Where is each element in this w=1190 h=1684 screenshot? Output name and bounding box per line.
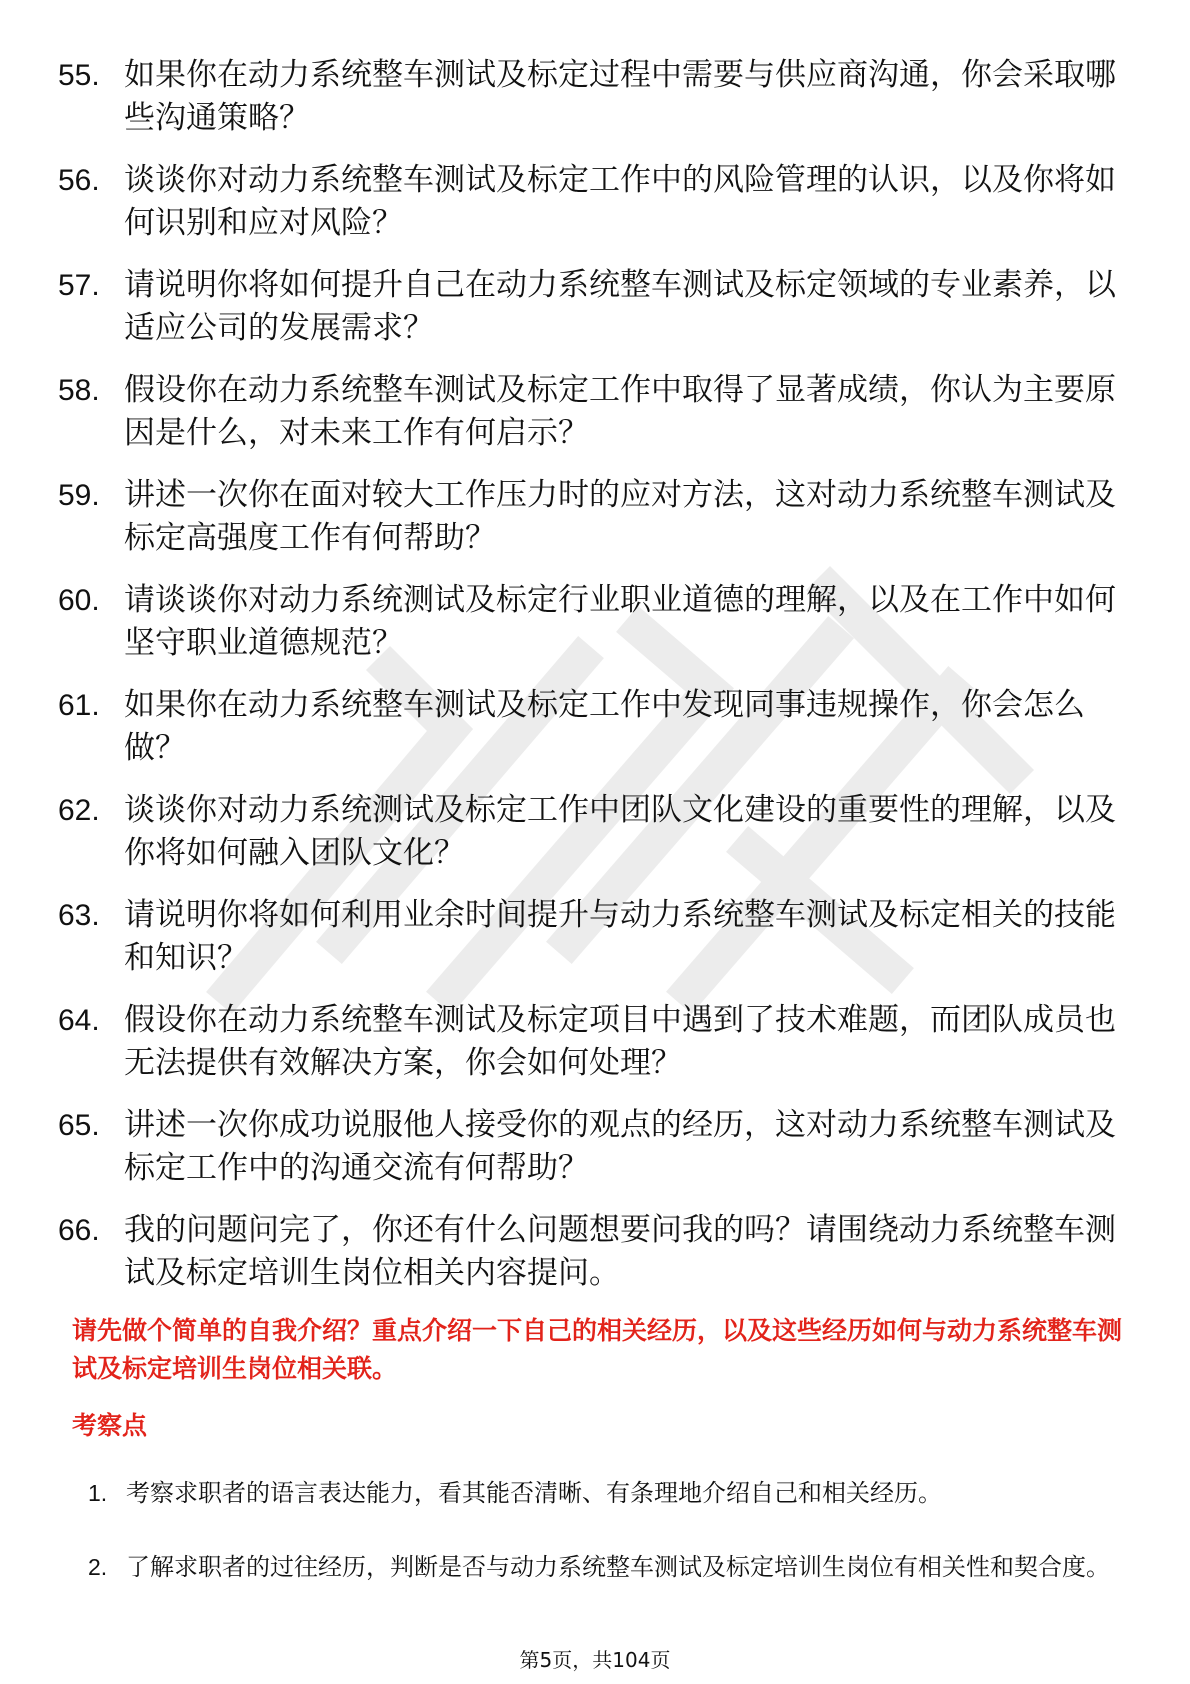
question-number: 66. <box>58 1214 100 1247</box>
question-number: 57. <box>58 269 100 302</box>
question-text: 请谈谈你对动力系统测试及标定行业职业道德的理解，以及在工作中如何坚守职业道德规范？ <box>124 582 1116 661</box>
list-item <box>58 684 1118 770</box>
question-text: 如果你在动力系统整车测试及标定过程中需要与供应商沟通，你会采取哪些沟通策略？ <box>124 57 1116 136</box>
question-number: 60. <box>58 584 100 617</box>
point-text: 了解求职者的过往经历，判断是否与动力系统整车测试及标定培训生岗位有相关性和契合度。 <box>126 1553 1110 1581</box>
question-text: 如果你在动力系统整车测试及标定工作中发现同事违规操作，你会怎么做？ <box>124 687 1085 766</box>
question-number: 63. <box>58 899 100 932</box>
assessment-points-list <box>88 1468 1118 1616</box>
question-number: 62. <box>58 794 100 827</box>
question-number: 55. <box>58 59 100 92</box>
question-number: 64. <box>58 1004 100 1037</box>
question-number: 56. <box>58 164 100 197</box>
question-text: 谈谈你对动力系统测试及标定工作中团队文化建设的重要性的理解，以及你将如何融入团队文化？ <box>124 792 1116 871</box>
list-item <box>58 54 1118 140</box>
highlight-question: 请先做个简单的自我介绍？重点介绍一下自己的相关经历，以及这些经历如何与动力系统整车测试及标定培训生岗位相关联。 <box>72 1316 1123 1383</box>
question-number: 58. <box>58 374 100 407</box>
question-number: 59. <box>58 479 100 512</box>
question-text: 假设你在动力系统整车测试及标定工作中取得了显著成绩，你认为主要原因是什么，对未来工作有何启示？ <box>124 372 1116 451</box>
list-item <box>58 1104 1118 1190</box>
question-text: 谈谈你对动力系统整车测试及标定工作中的风险管理的认识，以及你将如何识别和应对风险？ <box>124 162 1116 241</box>
list-item <box>58 264 1118 350</box>
question-text: 假设你在动力系统整车测试及标定项目中遇到了技术难题，而团队成员也无法提供有效解决方案，你会如何处理？ <box>124 1002 1116 1081</box>
list-item <box>58 369 1118 455</box>
question-number: 61. <box>58 689 100 722</box>
question-text: 讲述一次你成功说服他人接受你的观点的经历，这对动力系统整车测试及标定工作中的沟通交流有何帮助？ <box>124 1107 1116 1186</box>
question-text: 请说明你将如何利用业余时间提升与动力系统整车测试及标定相关的技能和知识？ <box>124 897 1116 976</box>
list-item <box>58 474 1118 560</box>
list-item <box>58 1209 1118 1295</box>
question-number: 65. <box>58 1109 100 1142</box>
section-label: 考察点 <box>72 1411 148 1440</box>
list-item <box>88 1542 1118 1592</box>
point-number: 2. <box>88 1554 108 1580</box>
list-item <box>58 999 1118 1085</box>
point-text: 考察求职者的语言表达能力，看其能否清晰、有条理地介绍自己和相关经历。 <box>126 1479 942 1507</box>
list-item <box>58 159 1118 245</box>
list-item <box>58 579 1118 665</box>
list-item <box>58 789 1118 875</box>
question-text: 我的问题问完了，你还有什么问题想要问我的吗？请围绕动力系统整车测试及标定培训生岗位相关内容提问。 <box>124 1212 1116 1291</box>
question-text: 讲述一次你在面对较大工作压力时的应对方法，这对动力系统整车测试及标定高强度工作有何帮助？ <box>124 477 1116 556</box>
question-list <box>58 54 1118 1314</box>
list-item <box>88 1468 1118 1518</box>
point-number: 1. <box>88 1480 108 1506</box>
question-text: 请说明你将如何提升自己在动力系统整车测试及标定领域的专业素养，以适应公司的发展需求？ <box>124 267 1116 346</box>
list-item <box>58 894 1118 980</box>
page-footer: 第5页，共104页 <box>519 1648 671 1672</box>
